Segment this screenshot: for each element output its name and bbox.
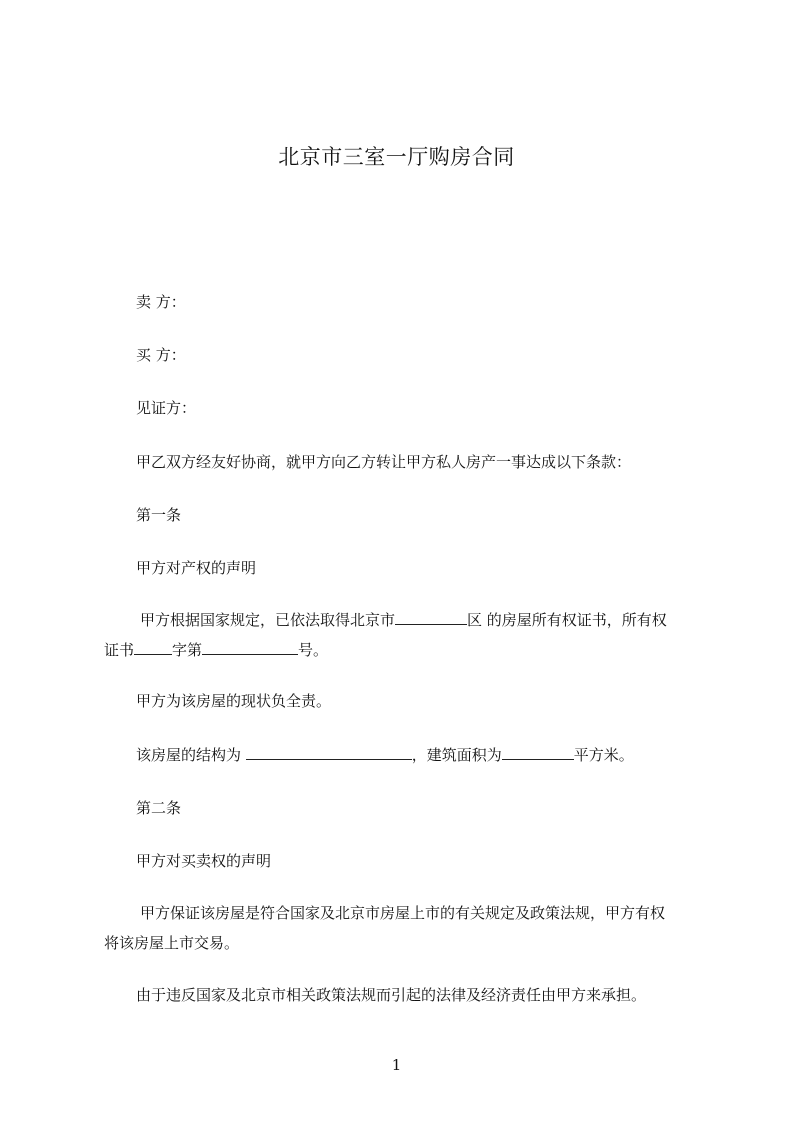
- certificate-number-blank: [202, 640, 298, 655]
- article2-subheading: 甲方对买卖权的声明: [136, 852, 272, 870]
- text-segment: 证书: [104, 641, 135, 659]
- article1-paragraph1-line2: [104, 635, 704, 665]
- text-segment: 号。: [298, 641, 329, 659]
- article2-paragraph1-line1: 甲方保证该房屋是符合国家及北京市房屋上市的有关规定及政策法规，甲方有权: [140, 904, 666, 922]
- article1-subheading: 甲方对产权的声明: [136, 559, 257, 577]
- article2-paragraph1: [104, 898, 704, 958]
- text-segment: ，建筑面积为: [411, 746, 502, 764]
- article1-paragraph1-line1: [104, 605, 704, 635]
- district-blank: [395, 610, 467, 625]
- intro-paragraph: 甲乙双方经友好协商，就甲方向乙方转让甲方私人房产一事达成以下条款：: [136, 453, 632, 471]
- text-segment: 区 的房屋所有权证书，所有权: [467, 611, 667, 629]
- text-segment: 该房屋的结构为: [136, 746, 246, 764]
- article1-paragraph1: [104, 605, 704, 665]
- area-blank: [502, 745, 574, 760]
- article2-heading: 第二条: [136, 799, 182, 817]
- article2-paragraph1-line2: 将该房屋上市交易。: [104, 934, 240, 952]
- text-segment: 甲方根据国家规定，已依法取得北京市: [140, 611, 396, 629]
- article1-paragraph3: [136, 745, 634, 765]
- seller-label: 卖 方：: [136, 293, 186, 311]
- buyer-label: 买 方：: [136, 346, 186, 364]
- witness-label: 见证方：: [136, 399, 197, 417]
- structure-blank: [246, 745, 412, 760]
- certificate-prefix-blank: [134, 640, 172, 655]
- page-number: 1: [391, 1056, 402, 1074]
- text-segment: 字第: [172, 641, 203, 659]
- article2-paragraph2: 由于违反国家及北京市相关政策法规而引起的法律及经济责任由甲方来承担。: [136, 986, 647, 1004]
- text-segment: 平方米。: [573, 746, 634, 764]
- article1-heading: 第一条: [136, 506, 182, 524]
- document-title: 北京市三室一厅购房合同: [278, 145, 515, 169]
- article1-paragraph2: 甲方为该房屋的现状负全责。: [136, 692, 332, 710]
